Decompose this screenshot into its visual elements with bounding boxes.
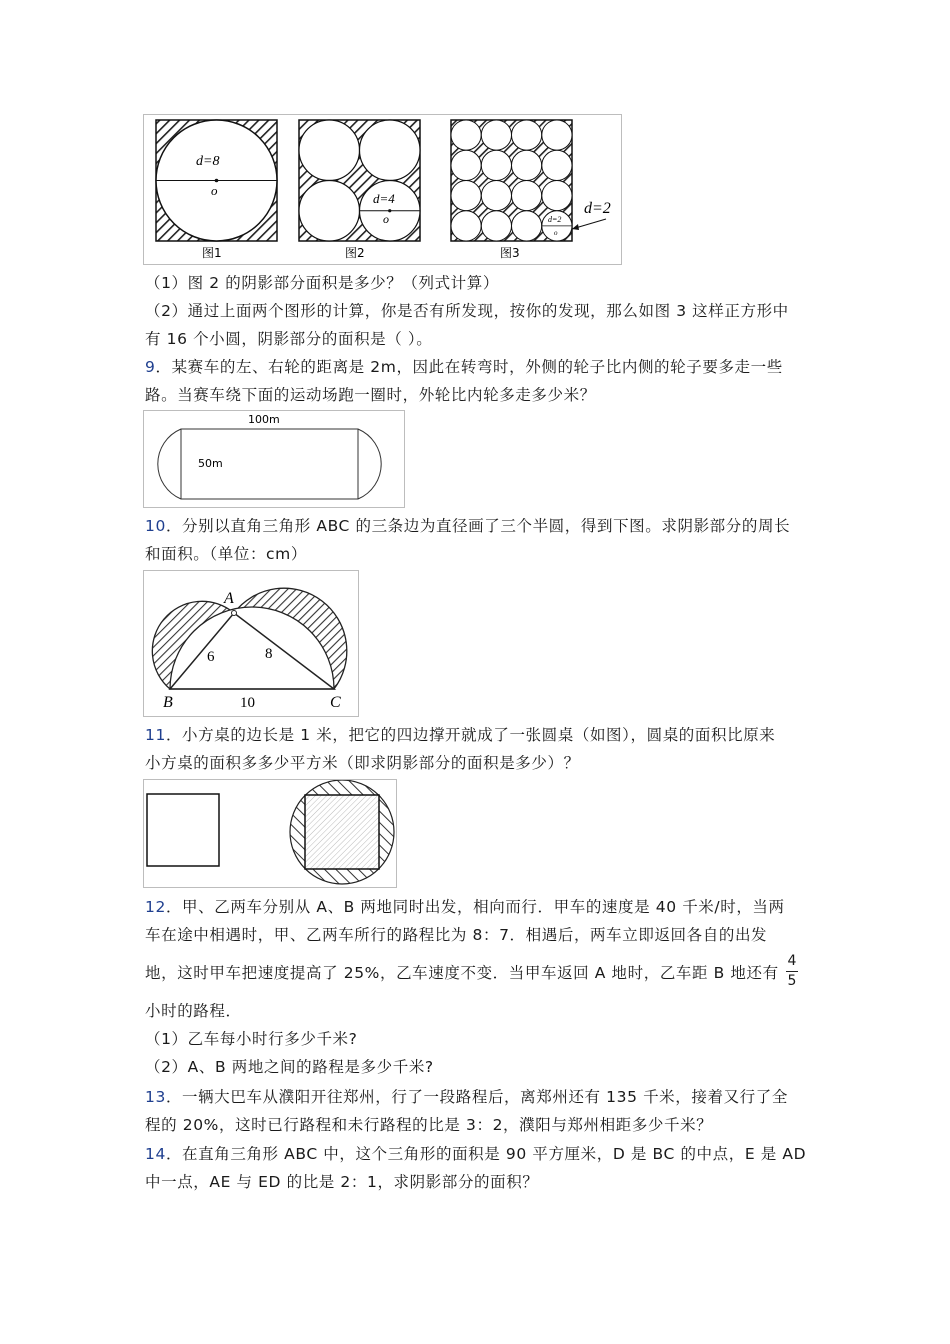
q12-sub1: （1）乙车每小时行多少千米? (145, 1030, 358, 1048)
fraction-denominator: 5 (787, 973, 797, 989)
caption-fig3: 图3 (500, 246, 520, 260)
q12-line3: 地，这时甲车把速度提高了 25%，乙车速度不变．当甲车返回 A 地时，乙车距 B 地还有 (145, 964, 779, 982)
q11-line1: 11．小方桌的边长是 1 米，把它的四边撑开就成了一张圆桌（如图），圆桌的面积比原来 (145, 726, 776, 744)
fraction-four-fifths (786, 953, 798, 990)
vertex-c: C (330, 694, 341, 711)
q9-line1: 9．某赛车的左、右轮的距离是 2m，因此在转弯时，外侧的轮子比内侧的轮子要多走一些 (145, 358, 783, 376)
vertex-a: A (224, 590, 234, 607)
fraction-numerator: 4 (787, 953, 797, 969)
q12-line2: 车在途中相遇时，甲、乙两车所行的路程比为 8：7．相遇后，两车立即返回各自的出发 (145, 926, 768, 944)
q12-line4: 小时的路程． (145, 1002, 242, 1020)
q10-number: 10 (145, 517, 166, 535)
q11-number: 11 (145, 726, 166, 744)
q10-line1: 10．分别以直角三角形 ABC 的三条边为直径画了三个半圆，得到下图。求阴影部分的周长 (145, 517, 791, 535)
q14-line2: 中一点，AE 与 ED 的比是 2：1，求阴影部分的面积？ (145, 1173, 539, 1191)
track-length-label: 100m (248, 413, 280, 426)
label-d8: d=8 (196, 154, 220, 169)
q13-line1: 13．一辆大巴车从濮阳开往郑州，行了一段路程后，离郑州还有 135 千米，接着又行了全 (145, 1088, 788, 1106)
label-o3: o (554, 229, 558, 237)
q8-sub2-line1: （2）通过上面两个图形的计算，你是否有所发现，按你的发现，那么如图 3 这样正方形中 (145, 302, 789, 320)
q12-line1: 12．甲、乙两车分别从 A、B 两地同时出发，相向而行．甲车的速度是 40 千米/时，当两 (145, 898, 785, 916)
q9-line2: 路。当赛车绕下面的运动场跑一圈时，外轮比内轮多走多少米？ (145, 386, 596, 404)
label-o2: o (383, 212, 389, 226)
q12-sub2: （2）A、B 两地之间的路程是多少千米? (145, 1058, 434, 1076)
track-width-label: 50m (198, 457, 223, 470)
figure-table-square-circle (143, 779, 397, 888)
side-ab: 6 (207, 649, 215, 665)
caption-fig1: 图1 (202, 246, 222, 260)
figure-squares-circles (143, 114, 622, 265)
side-bc: 10 (240, 695, 255, 711)
q13-number: 13 (145, 1088, 166, 1106)
q11-line2: 小方桌的面积多多少平方米（即求阴影部分的面积是多少）？ (145, 754, 580, 772)
figure-triangle-semicircles (143, 570, 359, 717)
figure-racetrack (143, 410, 405, 508)
q10-line2: 和面积。（单位：cm） (145, 545, 307, 563)
label-d2: d=2 (584, 200, 611, 217)
q8-sub2-line2: 有 16 个小圆，阴影部分的面积是（ ）。 (145, 330, 433, 348)
q14-line1: 14．在直角三角形 ABC 中，这个三角形的面积是 90 平方厘米，D 是 BC 的中点，E 是 AD (145, 1145, 807, 1163)
q14-number: 14 (145, 1145, 166, 1163)
q12-number: 12 (145, 898, 166, 916)
side-ac: 8 (265, 646, 273, 662)
label-d2-small: d=2 (548, 215, 562, 224)
q13-line2: 程的 20%，这时已行路程和未行路程的比是 3：2，濮阳与郑州相距多少千米？ (145, 1116, 713, 1134)
label-o1: o (211, 183, 218, 198)
label-d4: d=4 (373, 191, 395, 206)
q9-number: 9 (145, 358, 156, 376)
vertex-b: B (163, 694, 173, 711)
q8-sub1: （1）图 2 的阴影部分面积是多少？（列式计算） (145, 274, 499, 292)
caption-fig2: 图2 (345, 246, 365, 260)
